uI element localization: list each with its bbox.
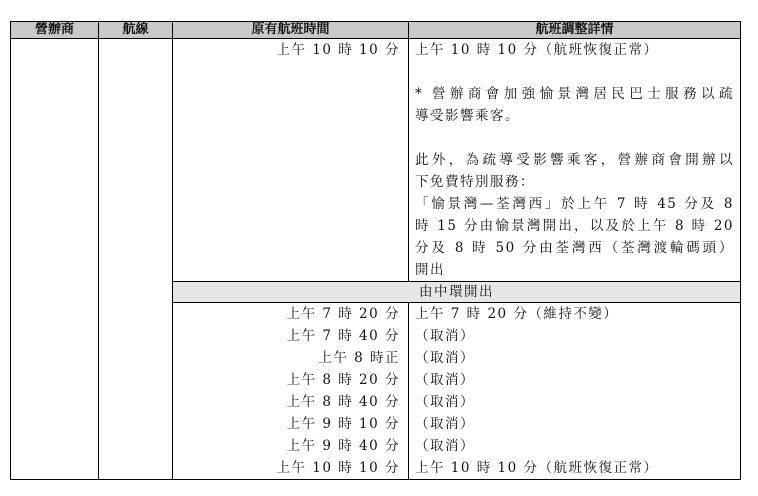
special-service-line: 「愉景灣—荃灣西」於上午 7 時 45 分及 8 — [415, 196, 734, 212]
original-time: 上午 8 時正 — [318, 350, 400, 366]
adjustment-detail: （取消） — [415, 438, 475, 454]
ferry-schedule-table — [10, 21, 741, 480]
adjustment-detail: 上午 10 時 10 分（航班恢復正常） — [415, 42, 659, 58]
header-adjustment-details: 航班調整詳情 — [409, 22, 741, 39]
route-cell — [99, 39, 173, 480]
original-time: 上午 10 時 10 分 — [276, 42, 400, 58]
adjustment-detail: 上午 10 時 10 分（航班恢復正常） — [415, 460, 659, 476]
adjustment-detail: （取消） — [415, 328, 475, 344]
table-row — [11, 39, 741, 282]
original-time-cell — [173, 39, 409, 282]
adjustment-detail: 上午 7 時 20 分（維持不變） — [415, 306, 619, 322]
header-route: 航線 — [99, 22, 173, 39]
section-title: 由中環開出 — [173, 282, 741, 303]
note-line: 導受影響乘客。 — [415, 108, 520, 124]
special-service-line: 下免費特別服務： — [415, 174, 535, 190]
special-service-line: 此外，為疏導受影響乘客，營辦商會開辦以 — [415, 152, 734, 168]
original-time-cell — [173, 303, 409, 480]
original-time: 上午 7 時 20 分 — [286, 306, 400, 322]
header-operator: 營辦商 — [11, 22, 99, 39]
special-service-line: 開出 — [415, 262, 445, 278]
original-time: 上午 8 時 20 分 — [286, 372, 400, 388]
original-time: 上午 7 時 40 分 — [286, 328, 400, 344]
original-time: 上午 9 時 40 分 — [286, 438, 400, 454]
operator-cell — [11, 39, 99, 480]
adjustment-detail-cell — [409, 39, 741, 282]
header-row — [11, 22, 741, 39]
special-service-line: 分及 8 時 50 分由荃灣西（荃灣渡輪碼頭） — [415, 240, 734, 256]
adjustment-detail-cell — [409, 303, 741, 480]
header-original-time: 原有航班時間 — [173, 22, 409, 39]
special-service-line: 時 15 分由愉景灣開出，以及於上午 8 時 20 — [415, 218, 734, 234]
original-time: 上午 9 時 10 分 — [286, 416, 400, 432]
adjustment-detail: （取消） — [415, 372, 475, 388]
note-line: * 營辦商會加強愉景灣居民巴士服務以疏 — [415, 86, 734, 102]
adjustment-detail: （取消） — [415, 416, 475, 432]
adjustment-detail: （取消） — [415, 350, 475, 366]
original-time: 上午 10 時 10 分 — [276, 460, 400, 476]
original-time: 上午 8 時 40 分 — [286, 394, 400, 410]
adjustment-detail: （取消） — [415, 394, 475, 410]
